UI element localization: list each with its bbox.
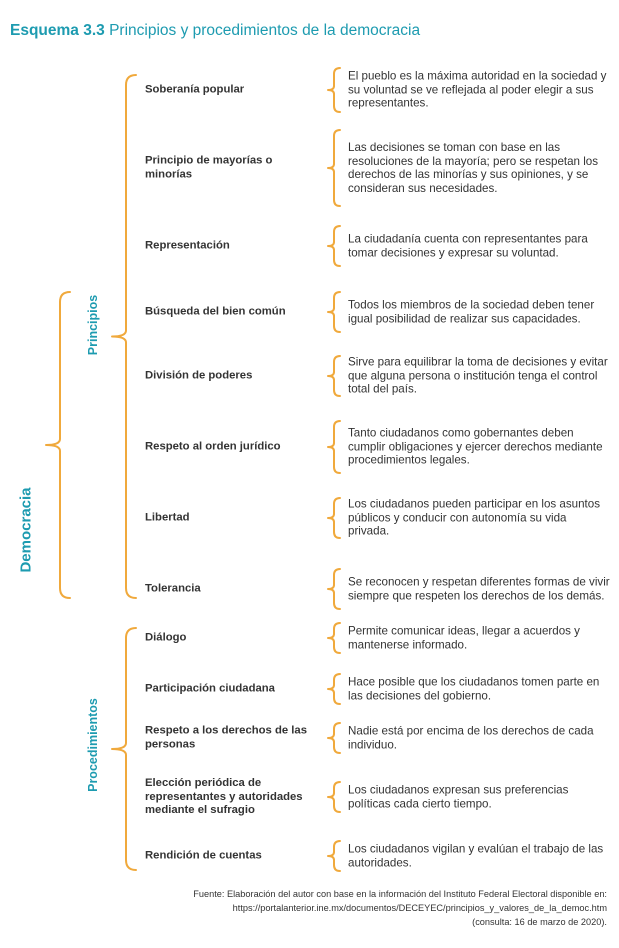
concept-label: Tolerancia	[145, 582, 201, 595]
root-label-democracia: Democracia	[17, 487, 35, 573]
group-label-principios: Principios	[86, 294, 100, 356]
concept-description: Los ciudadanos expresan sus preferencias políticas cada cierto tiempo.	[348, 783, 569, 810]
concept-label: Elección periódica de representantes y autoridades mediante el sufragio	[145, 776, 303, 816]
description-bracket	[328, 226, 340, 266]
concept-description: La ciudadanía cuenta con representantes para tomar decisiones y expresar su voluntad.	[348, 232, 588, 259]
description-bracket	[328, 623, 340, 653]
description-bracket	[328, 130, 340, 206]
concept-description: Hace posible que los ciudadanos tomen parte en las decisiones del gobierno.	[348, 675, 600, 702]
concept-label: Representación	[145, 239, 230, 252]
concept-label: Respeto a los derechos de las personas	[145, 724, 307, 750]
concept-label: Respeto al orden jurídico	[145, 440, 281, 453]
concept-label: Soberanía popular	[145, 83, 245, 96]
principios-bracket	[112, 75, 136, 598]
root-bracket	[46, 292, 70, 598]
procedimientos-bracket	[112, 628, 136, 870]
footer-line-3: (consulta: 16 de marzo de 2020).	[472, 916, 607, 927]
title-text: Principios y procedimientos de la democracia	[109, 22, 421, 39]
source-footer	[87, 888, 607, 929]
description-bracket	[328, 782, 340, 812]
description-bracket	[328, 569, 340, 609]
concept-label: Libertad	[145, 511, 190, 524]
concept-description: Los ciudadanos pueden participar en los asuntos públicos y conducir con autonomía su vida privada.	[348, 497, 601, 538]
concept-label: División de poderes	[145, 369, 253, 382]
concept-description: Las decisiones se toman con base en las resoluciones de la mayoría; pero se respetan los derechos de las minorías y sus opiniones, y se consideran sus necesidades.	[348, 140, 599, 195]
group-label-procedimientos: Procedimientos	[86, 698, 100, 792]
footer-line-1: Fuente: Elaboración del autor con base en la información del Instituto Federal Electoral disponible en:	[193, 889, 607, 899]
concept-description: Nadie está por encima de los derechos de cada individuo.	[348, 724, 594, 751]
concept-description: El pueblo es la máxima autoridad en la sociedad y su voluntad se ve reflejada al poder elegir a sus representantes.	[348, 69, 607, 110]
concept-label: Rendición de cuentas	[145, 849, 262, 862]
concept-label: Diálogo	[145, 631, 187, 644]
concept-description: Se reconocen y respetan diferentes formas de vivir siempre que respeten los derechos de los demás.	[348, 575, 610, 602]
description-bracket	[328, 674, 340, 704]
concept-description: Todos los miembros de la sociedad deben tener igual posibilidad de realizar sus capacidades.	[348, 298, 595, 325]
description-bracket	[328, 292, 340, 332]
description-bracket	[328, 723, 340, 753]
concept-label: Principio de mayorías o minorías	[145, 154, 273, 180]
concept-description: Tanto ciudadanos como gobernantes deben cumplir obligaciones y ejercer derechos mediante procedimientos legales.	[348, 426, 603, 467]
description-bracket	[328, 841, 340, 871]
concept-label: Búsqueda del bien común	[145, 305, 286, 318]
concept-label: Participación ciudadana	[145, 682, 275, 695]
description-bracket	[328, 498, 340, 538]
concept-description: Los ciudadanos vigilan y evalúan el trabajo de las autoridades.	[348, 842, 604, 869]
description-bracket	[328, 356, 340, 396]
title-number: Esquema 3.3	[10, 22, 105, 39]
description-bracket	[328, 421, 340, 473]
description-bracket	[328, 68, 340, 112]
footer-line-2: https://portalanterior.ine.mx/documentos/DECEYEC/principios_y_valores_de_la_democ.htm	[232, 902, 607, 913]
concept-description: Permite comunicar ideas, llegar a acuerdos y mantenerse informado.	[348, 624, 580, 651]
concept-description: Sirve para equilibrar la toma de decisiones y evitar que alguna persona o institución tenga el control total del país.	[348, 355, 608, 396]
